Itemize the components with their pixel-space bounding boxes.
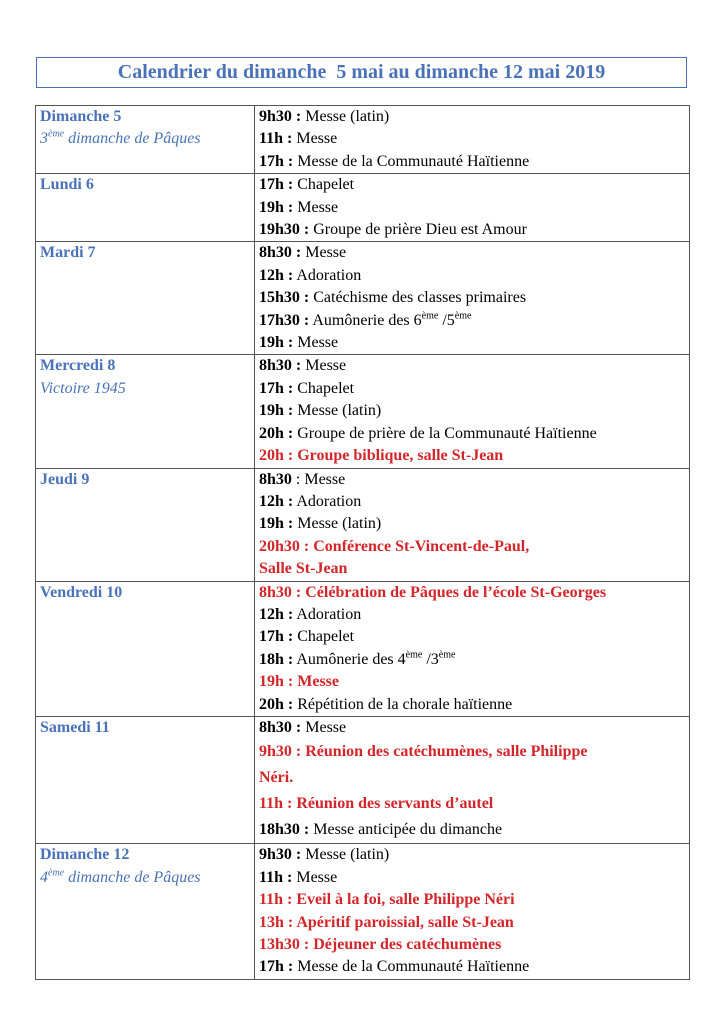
event-text: Aumônerie des 6 xyxy=(309,311,422,329)
day-cell xyxy=(36,242,255,355)
event-text: Messe xyxy=(292,868,338,886)
events-cell xyxy=(255,174,690,242)
event-line xyxy=(259,649,685,671)
event-time: 11h : xyxy=(259,130,293,148)
day-name: Dimanche 12 xyxy=(40,846,130,864)
event-line xyxy=(259,197,685,219)
event-time: 9h30 : xyxy=(259,108,302,125)
event-time: 8h30 : xyxy=(259,718,302,736)
event-time: 18h30 : xyxy=(259,821,310,839)
day-cell xyxy=(36,844,255,979)
event-ordinal: ème xyxy=(438,649,456,661)
day-name: Mercredi 8 xyxy=(40,357,116,375)
event-time: 20h : xyxy=(259,695,294,713)
event-line xyxy=(259,378,685,400)
day-subtitle-text: dimanche de Pâques xyxy=(64,868,201,886)
day-name: Mardi 7 xyxy=(40,244,96,262)
event-text: Messe (latin) xyxy=(293,402,382,420)
event-time: 11h : xyxy=(259,868,293,886)
day-cell xyxy=(36,355,255,468)
event-time: 17h : xyxy=(259,628,294,646)
day-row xyxy=(36,242,690,355)
event-time: 19h : xyxy=(259,198,294,216)
event-text-continued: /5 xyxy=(438,311,455,329)
event-text: Aumônerie des 4 xyxy=(293,650,406,668)
events-cell xyxy=(255,468,690,581)
event-line xyxy=(259,219,685,241)
day-row xyxy=(36,174,690,242)
day-subtitle-number: 3 xyxy=(40,130,48,148)
event-text: Apéritif paroissial, salle St-Jean xyxy=(293,913,514,931)
event-text: Messe xyxy=(293,673,339,691)
event-line xyxy=(259,445,685,467)
event-line xyxy=(259,513,685,535)
event-line xyxy=(259,626,685,648)
event-line xyxy=(259,889,685,911)
event-text: Messe (latin) xyxy=(301,846,390,864)
event-line xyxy=(259,242,685,264)
event-line xyxy=(259,844,685,866)
event-line xyxy=(259,765,685,791)
event-line xyxy=(259,582,685,604)
event-time: 9h30 : xyxy=(259,846,302,864)
event-line xyxy=(259,469,685,491)
event-text: : Messe xyxy=(291,470,346,488)
day-subtitle: Victoire 1945 xyxy=(40,379,126,397)
event-text: Conférence St-Vincent-de-Paul, xyxy=(309,537,530,555)
day-row xyxy=(36,844,690,979)
event-text: Néri. xyxy=(259,769,294,787)
event-time: 20h : xyxy=(259,447,294,465)
event-line xyxy=(259,604,685,626)
event-time: 12h : xyxy=(259,492,294,510)
event-text: Messe xyxy=(301,718,347,736)
event-time: 13h30 : xyxy=(259,936,310,953)
event-time: 19h : xyxy=(259,402,294,420)
event-time: 12h : xyxy=(259,605,294,623)
event-ordinal: ème xyxy=(421,310,439,322)
event-text: Messe xyxy=(301,357,347,375)
event-line xyxy=(259,912,685,934)
event-text: Célébration de Pâques de l’école St-Georges xyxy=(301,583,607,601)
event-line xyxy=(259,934,685,956)
event-text: Réunion des catéchumènes, salle Philippe xyxy=(301,743,588,761)
calendar-table xyxy=(35,105,690,980)
event-text: Messe anticipée du dimanche xyxy=(309,821,503,839)
day-row xyxy=(36,716,690,843)
day-name: Lundi 6 xyxy=(40,176,94,194)
event-text: Messe xyxy=(293,334,339,352)
event-time: 8h30 : xyxy=(259,357,302,375)
event-line xyxy=(259,128,685,150)
event-line xyxy=(259,817,685,843)
event-text: Messe (latin) xyxy=(293,515,382,533)
day-subtitle-ordinal: ème xyxy=(48,867,65,879)
event-time: 17h : xyxy=(259,379,294,397)
event-time: 12h : xyxy=(259,266,294,284)
event-line xyxy=(259,106,685,128)
event-line xyxy=(259,739,685,765)
event-time: 11h : xyxy=(259,891,293,909)
event-line xyxy=(259,791,685,817)
event-text: Répétition de la chorale haïtienne xyxy=(293,695,513,713)
event-text: Chapelet xyxy=(293,176,355,194)
event-time: 8h30 : xyxy=(259,244,302,262)
event-text: Messe xyxy=(301,244,347,262)
title-box xyxy=(36,57,687,88)
event-text: Adoration xyxy=(293,605,362,623)
day-cell xyxy=(36,581,255,716)
day-row xyxy=(36,581,690,716)
events-cell xyxy=(255,106,690,174)
events-cell xyxy=(255,844,690,979)
event-time: 19h : xyxy=(259,515,294,533)
day-row xyxy=(36,468,690,581)
day-name: Samedi 11 xyxy=(40,718,110,736)
event-text: Eveil à la foi, salle Philippe Néri xyxy=(292,891,515,909)
event-line xyxy=(259,310,685,332)
event-line xyxy=(259,717,685,739)
event-time: 19h : xyxy=(259,334,294,352)
event-text: Messe xyxy=(292,130,338,148)
event-text: Messe xyxy=(293,198,339,216)
day-subtitle xyxy=(40,128,250,150)
day-cell xyxy=(36,106,255,174)
event-ordinal: ème xyxy=(405,649,423,661)
day-cell xyxy=(36,716,255,843)
event-time: 8h30 xyxy=(259,470,292,488)
event-text: Messe (latin) xyxy=(301,108,390,125)
day-name: Jeudi 9 xyxy=(40,470,90,488)
event-line xyxy=(259,400,685,422)
events-cell xyxy=(255,242,690,355)
events-cell xyxy=(255,581,690,716)
event-text: Catéchisme des classes primaires xyxy=(309,289,527,307)
event-line xyxy=(259,558,685,580)
events-cell xyxy=(255,716,690,843)
event-line xyxy=(259,536,685,558)
event-time: 15h30 : xyxy=(259,289,310,307)
event-line xyxy=(259,491,685,513)
event-text: Réunion des servants d’autel xyxy=(292,795,494,813)
event-time: 11h : xyxy=(259,795,293,813)
day-subtitle xyxy=(40,867,250,889)
event-time: 19h30 : xyxy=(259,221,310,239)
event-time: 9h30 : xyxy=(259,743,302,761)
event-line xyxy=(259,151,685,173)
events-cell xyxy=(255,355,690,468)
event-line xyxy=(259,265,685,287)
event-time: 19h : xyxy=(259,673,294,691)
event-line xyxy=(259,867,685,889)
event-line xyxy=(259,174,685,196)
event-time: 17h : xyxy=(259,958,294,976)
event-text: Adoration xyxy=(293,492,362,510)
event-time: 20h30 : xyxy=(259,537,310,555)
event-text: Déjeuner des catéchumènes xyxy=(309,936,502,953)
day-row xyxy=(36,355,690,468)
event-time: 17h : xyxy=(259,176,294,194)
event-text: Groupe biblique, salle St-Jean xyxy=(293,447,504,465)
event-time: 18h : xyxy=(259,650,294,668)
day-subtitle-number: 4 xyxy=(40,868,48,886)
event-time: 13h : xyxy=(259,913,294,931)
event-line xyxy=(259,355,685,377)
day-cell xyxy=(36,468,255,581)
day-subtitle-text: dimanche de Pâques xyxy=(64,130,201,148)
day-subtitle-ordinal: ème xyxy=(48,129,65,141)
event-text: Groupe de prière de la Communauté Haïtienne xyxy=(293,424,597,442)
event-line xyxy=(259,287,685,309)
event-text: Salle St-Jean xyxy=(259,560,348,578)
event-time: 8h30 : xyxy=(259,583,302,601)
event-line xyxy=(259,671,685,693)
day-cell xyxy=(36,174,255,242)
event-text: Groupe de prière Dieu est Amour xyxy=(309,221,527,239)
event-time: 17h30 : xyxy=(259,311,310,329)
event-line xyxy=(259,332,685,354)
event-text: Messe de la Communauté Haïtienne xyxy=(293,958,530,976)
event-text: Chapelet xyxy=(293,628,355,646)
event-ordinal: ème xyxy=(454,310,472,322)
event-line xyxy=(259,956,685,978)
event-line xyxy=(259,423,685,445)
event-text: Adoration xyxy=(293,266,362,284)
day-name: Vendredi 10 xyxy=(40,583,123,601)
page-title: Calendrier du dimanche 5 mai au dimanche 12 mai 2019 xyxy=(117,61,606,83)
event-time: 20h : xyxy=(259,424,294,442)
day-name: Dimanche 5 xyxy=(40,108,122,125)
event-line xyxy=(259,694,685,716)
event-text-continued: /3 xyxy=(422,650,439,668)
event-text: Messe de la Communauté Haïtienne xyxy=(293,152,530,170)
event-time: 17h : xyxy=(259,152,294,170)
event-text: Chapelet xyxy=(293,379,355,397)
day-row xyxy=(36,106,690,174)
